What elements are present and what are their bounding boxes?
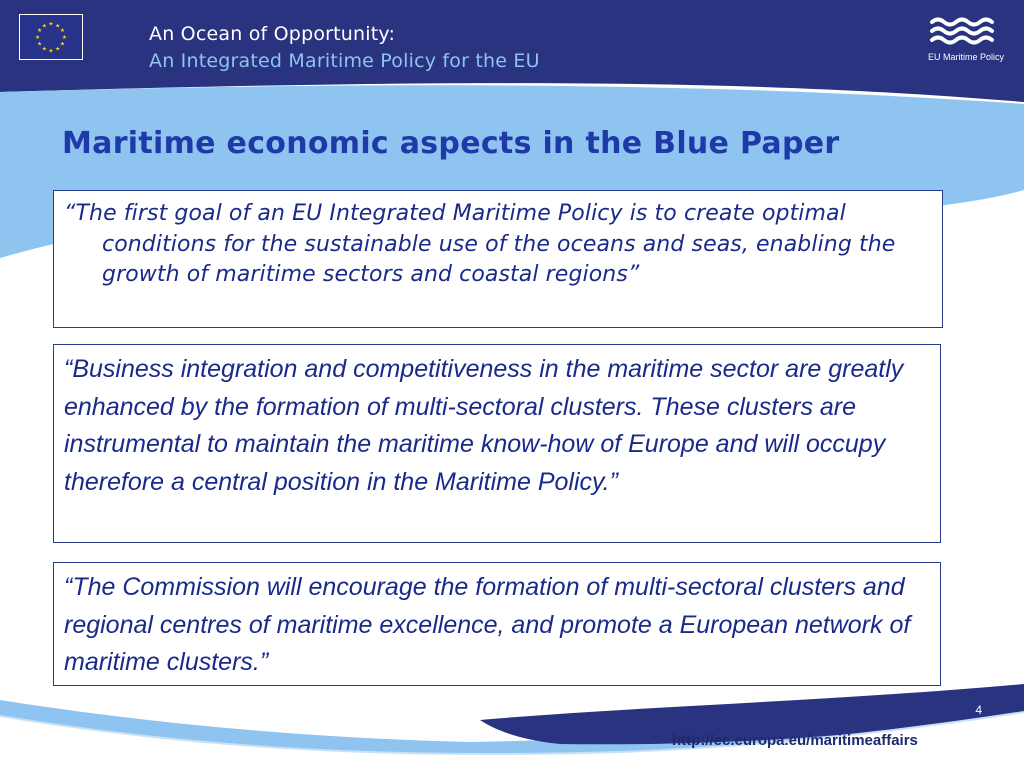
quote-text-1: “The first goal of an EU Integrated Maritime Policy is to create optimal conditions for the sustainable use of the oceans and seas, enabling the growth of maritime sectors and coastal regions” bbox=[64, 201, 896, 287]
page-number: 4 bbox=[975, 703, 982, 717]
waves-icon bbox=[926, 14, 1006, 50]
svg-text:★: ★ bbox=[48, 21, 54, 28]
svg-text:★: ★ bbox=[59, 41, 66, 48]
footer-url[interactable]: http://ec.europa.eu/maritimeaffairs bbox=[672, 732, 918, 749]
quote-box-3 bbox=[53, 562, 941, 686]
svg-text:★: ★ bbox=[59, 28, 66, 35]
svg-text:★: ★ bbox=[35, 34, 41, 41]
header-title: An Ocean of Opportunity: bbox=[149, 23, 396, 45]
svg-text:★: ★ bbox=[48, 48, 54, 55]
quote-box-1 bbox=[53, 190, 943, 328]
svg-text:★: ★ bbox=[41, 23, 47, 30]
svg-text:★: ★ bbox=[55, 23, 61, 30]
eu-flag-icon bbox=[19, 14, 83, 60]
svg-text:★: ★ bbox=[55, 46, 61, 53]
eu-maritime-policy-logo bbox=[926, 14, 1006, 66]
quote-text-2: “Business integration and competitiveness in the maritime sector are greatly enhanced by the formation of multi-sectoral clusters. These clusters are instrumental to maintain the maritime know-how of Europe and will occupy therefore a central position in the Maritime Policy.” bbox=[64, 355, 904, 496]
header-subtitle: An Integrated Maritime Policy for the EU bbox=[149, 50, 540, 72]
svg-text:★: ★ bbox=[36, 28, 43, 35]
svg-text:★: ★ bbox=[36, 41, 43, 48]
logo-text: EU Maritime Policy bbox=[927, 52, 1004, 62]
svg-text:★: ★ bbox=[61, 34, 67, 41]
svg-text:★: ★ bbox=[41, 46, 47, 53]
quote-box-2 bbox=[53, 344, 941, 543]
quote-text-3: “The Commission will encourage the formation of multi-sectoral clusters and regional centres of maritime excellence, and promote a European network of maritime clusters.” bbox=[64, 573, 911, 676]
slide-title: Maritime economic aspects in the Blue Paper bbox=[62, 126, 840, 161]
